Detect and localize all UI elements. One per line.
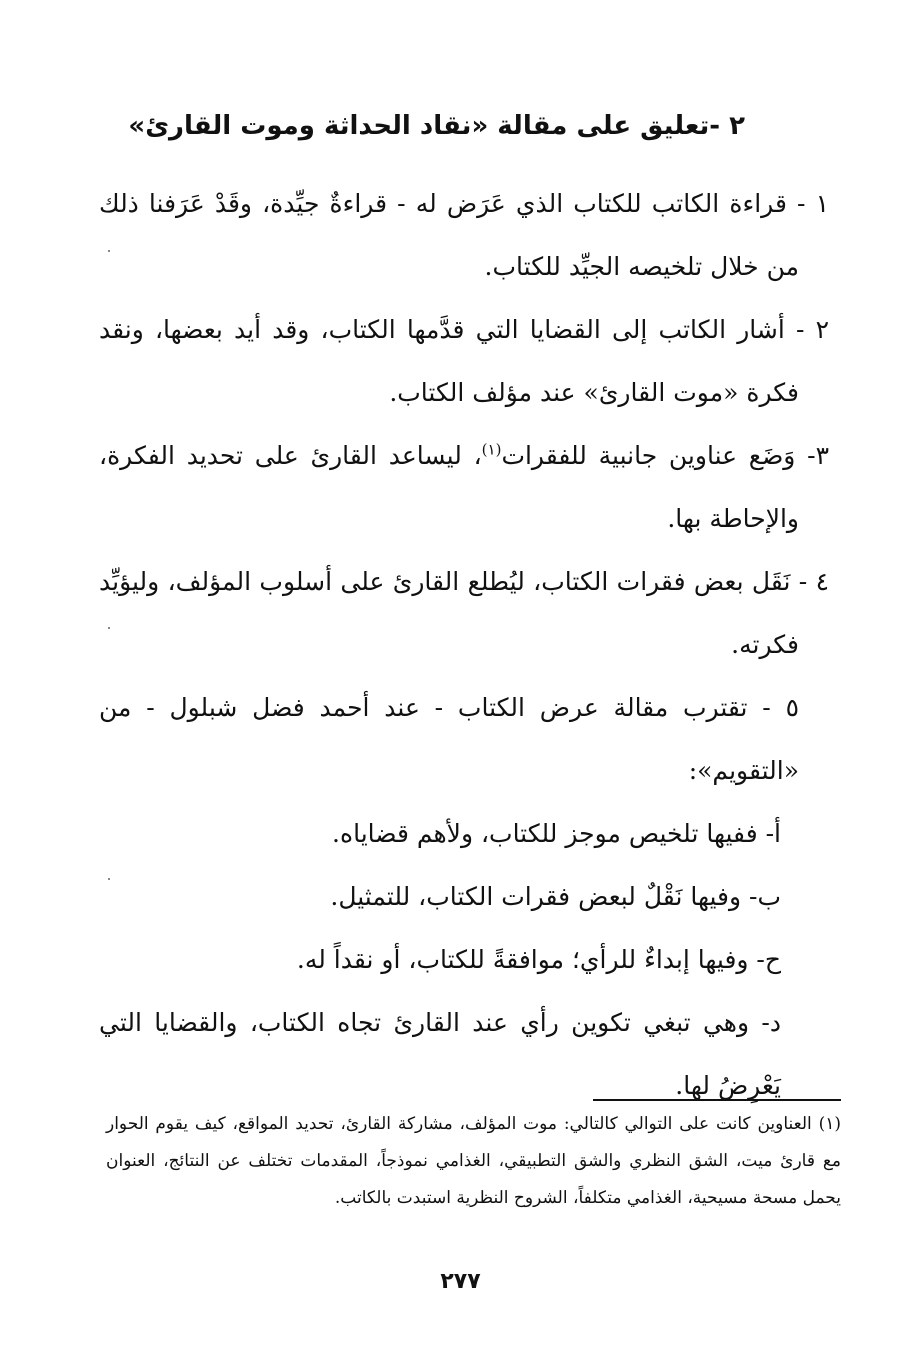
- sub-item-a: أ- ففيها تلخيص موجز للكتاب، ولأهم قضاياه.: [332, 819, 781, 848]
- list-item-3: [99, 424, 829, 550]
- scan-speck: [108, 250, 110, 252]
- footnote-reference: (١): [481, 440, 502, 459]
- footnote-separator: [593, 1099, 841, 1101]
- sub-item-h: ح- وفيها إبداءٌ للرأي؛ موافقةً للكتاب، أو نقداً له.: [296, 945, 781, 974]
- main-text: [99, 172, 829, 1117]
- footnote: (١) العناوين كانت على التوالي كالتالي: موت المؤلف، مشاركة القارئ، تحديد المواقع، كيف يقوم الحوار مع قارئ ميت، الشق النظري والشق التطبيقي، الغذامي نموذجاً، المقدمات تختلف عن النتائج، العنوان يحمل مسحة مسيحية، الغذامي متكلفاً، الشروح النظرية استبدت بالكاتب.: [106, 1114, 841, 1208]
- sub-item-b: ب- وفيها نَقْلٌ لبعض فقرات الكتاب، للتمثيل.: [330, 882, 781, 911]
- sub-item-d: د- وهي تبغي تكوين رأي عند القارئ تجاه الكتاب، والقضايا التي يَعْرِضُ لها.: [99, 1008, 782, 1100]
- list-item-5: ٥ - تقترب مقالة عرض الكتاب - عند أحمد فضل شبلول - من «التقويم»:: [99, 693, 799, 785]
- scan-speck: [108, 878, 110, 880]
- section-title: ٢ -تعليق على مقالة «نقاد الحداثة وموت القارئ»: [128, 111, 745, 141]
- scan-speck: [108, 627, 110, 629]
- list-item-3-text-before: ٣- وَضَع عناوين جانبية للفقرات: [501, 441, 829, 470]
- list-item-3-text-after: ، ليساعد القارئ على تحديد الفكرة، والإحاطة بها.: [99, 441, 799, 533]
- list-item-1: ١ - قراءة الكاتب للكتاب الذي عَرَض له - قراءةٌ جيِّدة، وقَدْ عَرَفنا ذلك من خلال تلخيصه الجيِّد للكتاب.: [99, 189, 829, 281]
- list-item-2: ٢ - أشار الكاتب إلى القضايا التي قدَّمها الكتاب، وقد أيد بعضها، ونقد فكرة «موت القارئ» عند مؤلف الكتاب.: [99, 315, 829, 407]
- page-number: ٢٧٧: [440, 1269, 481, 1294]
- list-item-4: ٤ - نَقَل بعض فقرات الكتاب، ليُطلع القارئ على أسلوب المؤلف، وليؤيِّد فكرته.: [99, 567, 829, 659]
